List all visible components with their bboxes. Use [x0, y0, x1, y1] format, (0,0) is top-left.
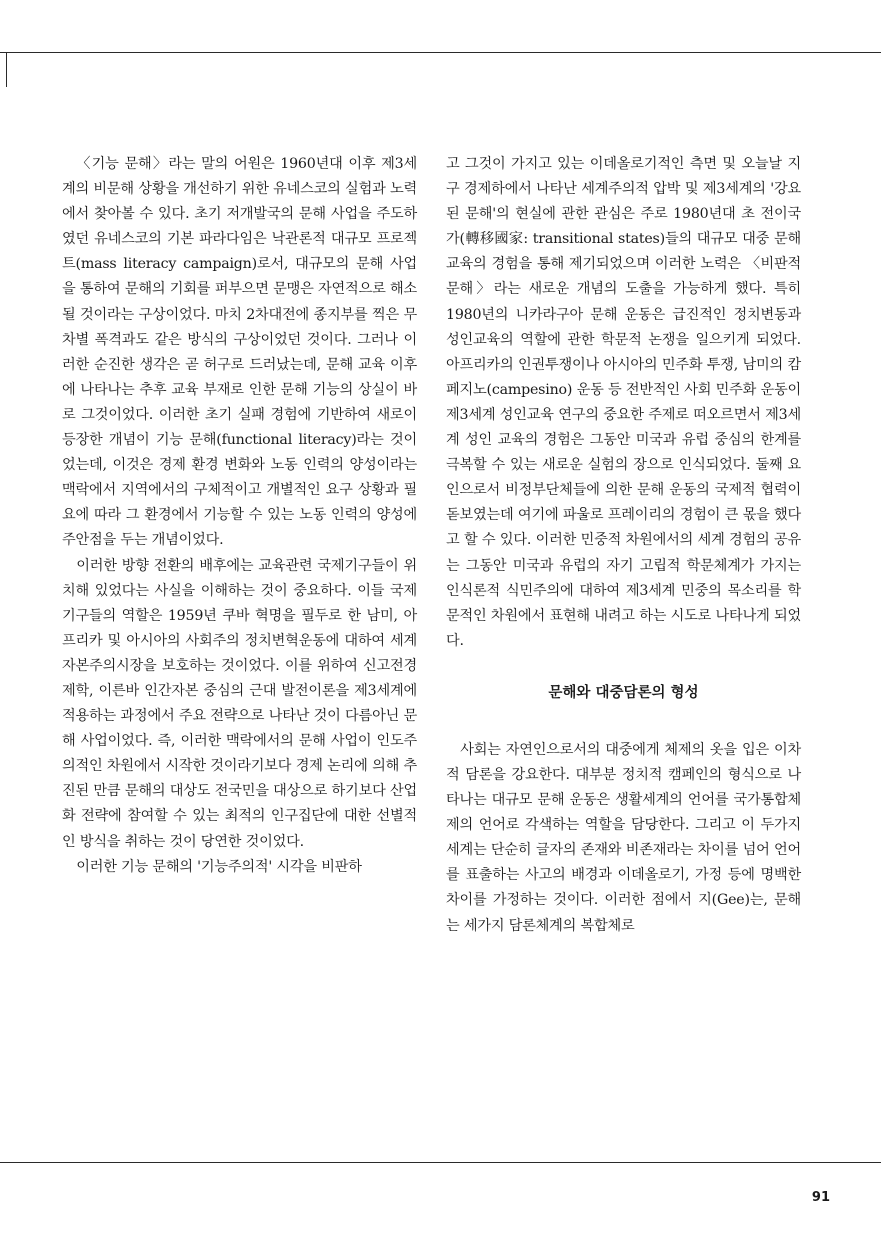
page-number: 91	[811, 1190, 830, 1205]
paragraph-functional-literacy-origin: 〈기능 문해〉라는 말의 어원은 1960년대 이후 제3세계의 비문해 상황을 개선하기 위한 유네스코의 실험과 노력에서 찾아볼 수 있다. 초기 저개발국의 문해 사업을 주도하였던 유네스코의 기본 파라다임은 낙관론적 대규모 프로젝트(mass literacy campaign)로서, 대규모의 문해 사업을 통하여 문해의 기회를 퍼부으면 문맹은 자연적으로 해소될 것이라는 구상이었다. 마치 2차대전에 종지부를 찍은 무차별 폭격과도 같은 방식의 구상이었던 것이다. 그러나 이러한 순진한 생각은 곧 허구로 드러났는데, 문해 교육 이후에 나타나는 추후 교육 부재로 인한 문해 기능의 상실이 바로 그것이었다. 이러한 초기 실패 경험에 기반하여 새로이 등장한 개념이 기능 문해(functional literacy)라는 것이었는데, 이것은 경제 환경 변화와 노동 인력의 양성이라는 맥락에서 지역에서의 구체적이고 개별적인 요구 상황과 필요에 따라 그 환경에서 기능할 수 있는 노동 인력의 양성에 주안점을 두는 개념이었다.	[62, 156, 417, 549]
bottom-rule	[0, 1162, 881, 1163]
paragraph-mass-discourse: 사회는 자연인으로서의 대중에게 체제의 옷을 입은 이차적 담론을 강요한다. 대부분 정치적 캠페인의 형식으로 나타나는 대규모 문해 운동은 생활세계의 언어를 국가통합체제의 언어로 각색하는 역할을 담당한다. 그리고 이 두가지 세계는 단순히 글자의 존재와 비존재라는 차이를 넘어 언어를 표출하는 사고의 배경과 이데올로기, 가정 등에 명백한 차이를 가정하는 것이다. 이러한 점에서 지(Gee)는, 문해는 세가지 담론체계의 복합체로	[446, 741, 801, 934]
section-heading: 문해와 대중담론의 형성	[548, 684, 699, 701]
paragraph-critique-start: 이러한 기능 문해의 '기능주의적' 시각을 비판하	[76, 858, 362, 875]
right-column	[446, 152, 801, 939]
top-rule	[0, 52, 881, 53]
paragraph-critical-literacy: 고 그것이 가지고 있는 이데올로기적인 측면 및 오늘날 지구 경제하에서 나타난 세계주의적 압박 및 제3세계의 '강요된 문해'의 현실에 관한 관심은 주로 1980년대 초 전이국가(轉移國家: transitional states)들의 대규모 대중 문해 교육의 경험을 통해 제기되었으며 이러한 노력은 〈비판적 문해〉라는 새로운 개념의 도출을 가능하게 했다. 특히 1980년의 니카라구아 문해 운동은 급진적인 정치변동과 성인교육의 역할에 관한 학문적 논쟁을 일으키게 되었다. 아프리카의 인권투쟁이나 아시아의 민주화 투쟁, 남미의 캄페지노(campesino) 운동 등 전반적인 사회 민주화 운동이 제3세계 성인교육 연구의 중요한 주제로 떠오르면서 제3세계 성인 교육의 경험은 그동안 미국과 유럽 중심의 한계를 극복할 수 있는 새로운 실험의 장으로 인식되었다. 둘째 요인으로서 비정부단체들에 의한 문해 운동의 국제적 협력이 돋보였는데 여기에 파울로 프레이리의 경험이 큰 몫을 했다고 할 수 있다. 이러한 민중적 차원에서의 세계 경험의 공유는 그동안 미국과 유럽의 자기 고립적 학문체계가 가지는 인식론적 식민주의에 대하여 제3세계 민중의 목소리를 학문적인 차원에서 표현해 내려고 하는 시도로 나타나게 되었다.	[446, 156, 801, 649]
left-corner-rule	[6, 52, 7, 87]
paragraph-international-organizations: 이러한 방향 전환의 배후에는 교육관련 국제기구들이 위치해 있었다는 사실을 이해하는 것이 중요하다. 이들 국제기구들의 역할은 1959년 쿠바 혁명을 필두로 한 남미, 아프리카 및 아시아의 사회주의 정치변혁운동에 대하여 세계 자본주의시장을 보호하는 것이었다. 이를 위하여 신고전경제학, 이른바 인간자본 중심의 근대 발전이론을 제3세계에 적용하는 과정에서 주요 전략으로 나타난 것이 다름아닌 문해 사업이었다. 즉, 이러한 맥락에서의 문해 사업이 인도주의적인 차원에서 시작한 것이라기보다 경제 논리에 의해 추진된 만큼 문해의 대상도 전국민을 대상으로 하기보다 산업화 전략에 참여할 수 있는 최적의 인구집단에 대한 선별적인 방식을 취하는 것이 당연한 것이었다.	[62, 557, 417, 850]
left-column	[62, 152, 417, 880]
